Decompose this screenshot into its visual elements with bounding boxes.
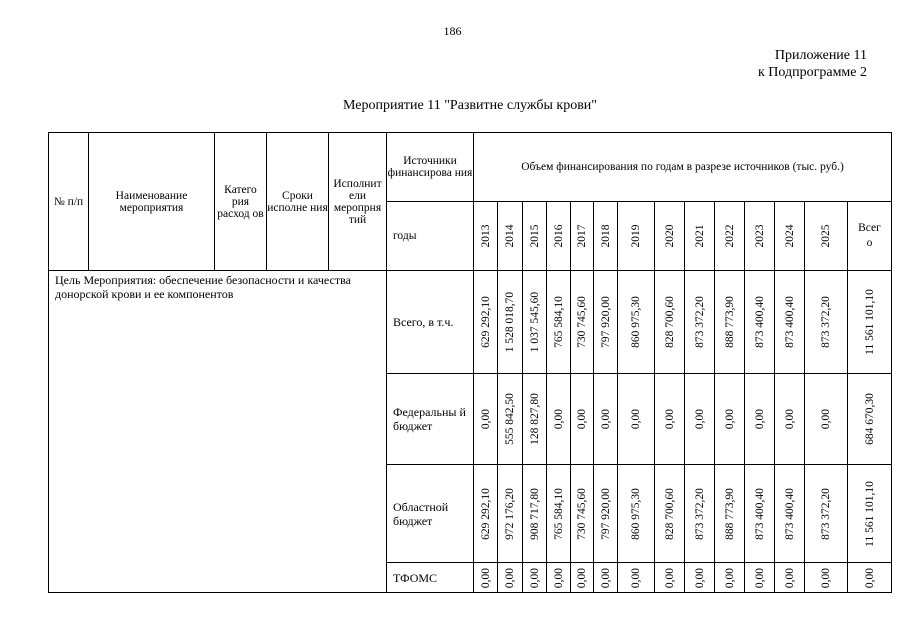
value-cell — [547, 374, 571, 465]
value-text: 0,00 — [630, 408, 642, 430]
value-text: 0,00 — [552, 408, 565, 430]
value-text: 629 292,10 — [479, 487, 492, 540]
total-cell — [848, 374, 892, 465]
header-year-2015 — [523, 202, 547, 271]
header-year-2020 — [655, 202, 685, 271]
value-cell — [805, 563, 848, 593]
header-year-label: 2022 — [723, 224, 736, 248]
value-cell — [685, 465, 715, 563]
value-cell — [775, 374, 805, 465]
value-cell — [715, 374, 745, 465]
value-text: 0,00 — [783, 567, 796, 588]
value-text: 828 700,60 — [663, 487, 676, 540]
header-year-label: 2013 — [479, 224, 492, 248]
value-text: 797 920,00 — [599, 296, 612, 348]
value-cell — [523, 563, 547, 593]
value-cell — [715, 563, 745, 593]
source-label: Всего, в т.ч. — [387, 271, 474, 374]
value-cell — [745, 271, 775, 374]
value-cell — [594, 271, 618, 374]
value-cell — [805, 374, 848, 465]
value-cell — [498, 271, 523, 374]
header-year-2016 — [547, 202, 571, 271]
value-cell — [715, 271, 745, 374]
header-year-2024 — [775, 202, 805, 271]
value-text: 128 827,80 — [528, 393, 541, 445]
header-name: Наименование мероприятия — [89, 133, 215, 271]
header-volume: Объем финансирования по годам в разрезе источников (тыс. руб.) — [474, 133, 892, 202]
header-years-label: годы — [387, 202, 474, 271]
value-cell — [594, 465, 618, 563]
value-text: 1 528 018,70 — [504, 291, 516, 353]
value-text: 0,00 — [820, 567, 832, 588]
value-cell — [655, 374, 685, 465]
value-cell — [571, 563, 594, 593]
value-text: 873 372,20 — [820, 487, 832, 540]
value-text: 873 372,20 — [693, 487, 706, 540]
value-cell — [745, 374, 775, 465]
value-text: 0,00 — [663, 567, 676, 588]
value-cell — [571, 465, 594, 563]
source-label: Федеральны й бюджет — [387, 374, 474, 465]
value-cell — [775, 271, 805, 374]
value-cell — [618, 271, 655, 374]
goal-text: Цель Мероприятия: обеспечение безопасности и качества донорской крови и ее компонентов — [49, 271, 387, 593]
value-cell — [594, 374, 618, 465]
header-year-2017 — [571, 202, 594, 271]
value-text: 0,00 — [723, 408, 736, 430]
value-text: 0,00 — [479, 408, 492, 430]
value-text: 0,00 — [528, 567, 541, 588]
value-text: 765 584,10 — [552, 296, 565, 348]
header-year-label: 2015 — [528, 224, 541, 248]
total-value: 684 670,30 — [863, 393, 876, 445]
header-year-2014 — [498, 202, 523, 271]
value-cell — [655, 271, 685, 374]
value-text: 0,00 — [820, 408, 832, 430]
value-cell — [685, 563, 715, 593]
total-cell — [848, 563, 892, 593]
header-year-2019 — [618, 202, 655, 271]
value-text: 873 400,40 — [753, 487, 766, 540]
value-text: 0,00 — [504, 567, 516, 588]
header-total — [848, 202, 892, 271]
header-year-label: 2019 — [630, 224, 642, 248]
value-text: 629 292,10 — [479, 296, 492, 348]
value-cell — [571, 374, 594, 465]
value-cell — [498, 465, 523, 563]
source-label: ТФОМС — [387, 563, 474, 593]
value-text: 908 717,80 — [528, 487, 541, 540]
appendix-line-1: Приложение 11 — [774, 48, 867, 63]
header-total-label: Всег о — [858, 222, 881, 249]
value-text: 0,00 — [753, 408, 766, 430]
header-year-2018 — [594, 202, 618, 271]
value-cell — [523, 465, 547, 563]
value-cell — [685, 374, 715, 465]
value-cell — [547, 271, 571, 374]
value-text: 1 037 545,60 — [528, 291, 541, 353]
header-category: Катего рия расход ов — [215, 133, 267, 271]
header-year-2013 — [474, 202, 498, 271]
total-cell — [848, 465, 892, 563]
value-cell — [547, 563, 571, 593]
value-text: 873 372,20 — [820, 296, 832, 348]
total-value: 11 561 101,10 — [863, 289, 876, 355]
source-label: Областной бюджет — [387, 465, 474, 563]
value-text: 888 773,90 — [723, 296, 736, 348]
value-text: 0,00 — [576, 408, 588, 430]
value-text: 0,00 — [630, 567, 642, 588]
value-text: 860 975,30 — [630, 487, 642, 540]
value-text: 797 920,00 — [599, 487, 612, 540]
value-text: 0,00 — [479, 567, 492, 588]
header-year-label: 2014 — [504, 224, 516, 248]
financing-table — [48, 132, 892, 593]
value-text: 555 842,50 — [504, 393, 516, 445]
value-text: 972 176,20 — [504, 487, 516, 540]
header-year-2022 — [715, 202, 745, 271]
value-cell — [618, 374, 655, 465]
value-text: 730 745,60 — [576, 487, 588, 540]
value-cell — [618, 465, 655, 563]
value-cell — [685, 271, 715, 374]
value-cell — [805, 271, 848, 374]
page-number: 186 — [443, 24, 462, 38]
value-text: 0,00 — [693, 567, 706, 588]
value-text: 0,00 — [723, 567, 736, 588]
header-year-label: 2023 — [753, 224, 766, 248]
value-cell — [523, 271, 547, 374]
value-cell — [618, 563, 655, 593]
value-text: 765 584,10 — [552, 487, 565, 540]
value-cell — [775, 563, 805, 593]
value-text: 0,00 — [783, 408, 796, 430]
header-num: № п/п — [49, 133, 89, 271]
header-year-label: 2020 — [663, 224, 676, 248]
value-text: 0,00 — [576, 567, 588, 588]
header-year-label: 2025 — [820, 224, 832, 248]
value-cell — [745, 563, 775, 593]
value-text: 873 372,20 — [693, 296, 706, 348]
value-cell — [571, 271, 594, 374]
appendix-note — [758, 47, 867, 81]
header-sources: Источники финансирова ния — [387, 133, 474, 202]
value-cell — [474, 563, 498, 593]
value-text: 0,00 — [693, 408, 706, 430]
value-text: 0,00 — [552, 567, 565, 588]
value-text: 0,00 — [753, 567, 766, 588]
value-text: 828 700,60 — [663, 296, 676, 348]
header-year-label: 2016 — [552, 224, 565, 248]
value-text: 0,00 — [599, 567, 612, 588]
header-year-2021 — [685, 202, 715, 271]
value-text: 873 400,40 — [783, 487, 796, 540]
value-text: 0,00 — [663, 408, 676, 430]
value-text: 0,00 — [599, 408, 612, 430]
value-cell — [498, 374, 523, 465]
value-cell — [655, 465, 685, 563]
header-year-2023 — [745, 202, 775, 271]
header-year-2025 — [805, 202, 848, 271]
value-cell — [745, 465, 775, 563]
total-cell — [848, 271, 892, 374]
header-executors: Исполнит ели меропрня тий — [329, 133, 387, 271]
value-text: 873 400,40 — [783, 296, 796, 348]
header-year-label: 2017 — [576, 224, 588, 248]
value-cell — [715, 465, 745, 563]
header-terms: Сроки исполне ния — [267, 133, 329, 271]
header-year-label: 2018 — [599, 224, 612, 248]
value-text: 730 745,60 — [576, 296, 588, 348]
header-year-label: 2024 — [783, 224, 796, 248]
value-cell — [474, 465, 498, 563]
document-title: Мероприятие 11 "Развитне службы крови" — [342, 98, 598, 113]
value-cell — [547, 465, 571, 563]
value-text: 860 975,30 — [630, 296, 642, 348]
total-value: 0,00 — [863, 567, 876, 588]
value-text: 873 400,40 — [753, 296, 766, 348]
value-cell — [805, 465, 848, 563]
value-cell — [474, 271, 498, 374]
value-cell — [498, 563, 523, 593]
value-cell — [523, 374, 547, 465]
value-cell — [474, 374, 498, 465]
appendix-line-2: к Подпрограмме 2 — [757, 65, 867, 80]
value-cell — [775, 465, 805, 563]
value-cell — [594, 563, 618, 593]
value-text: 888 773,90 — [723, 487, 736, 540]
total-value: 11 561 101,10 — [863, 480, 876, 547]
value-cell — [655, 563, 685, 593]
header-year-label: 2021 — [693, 224, 706, 248]
